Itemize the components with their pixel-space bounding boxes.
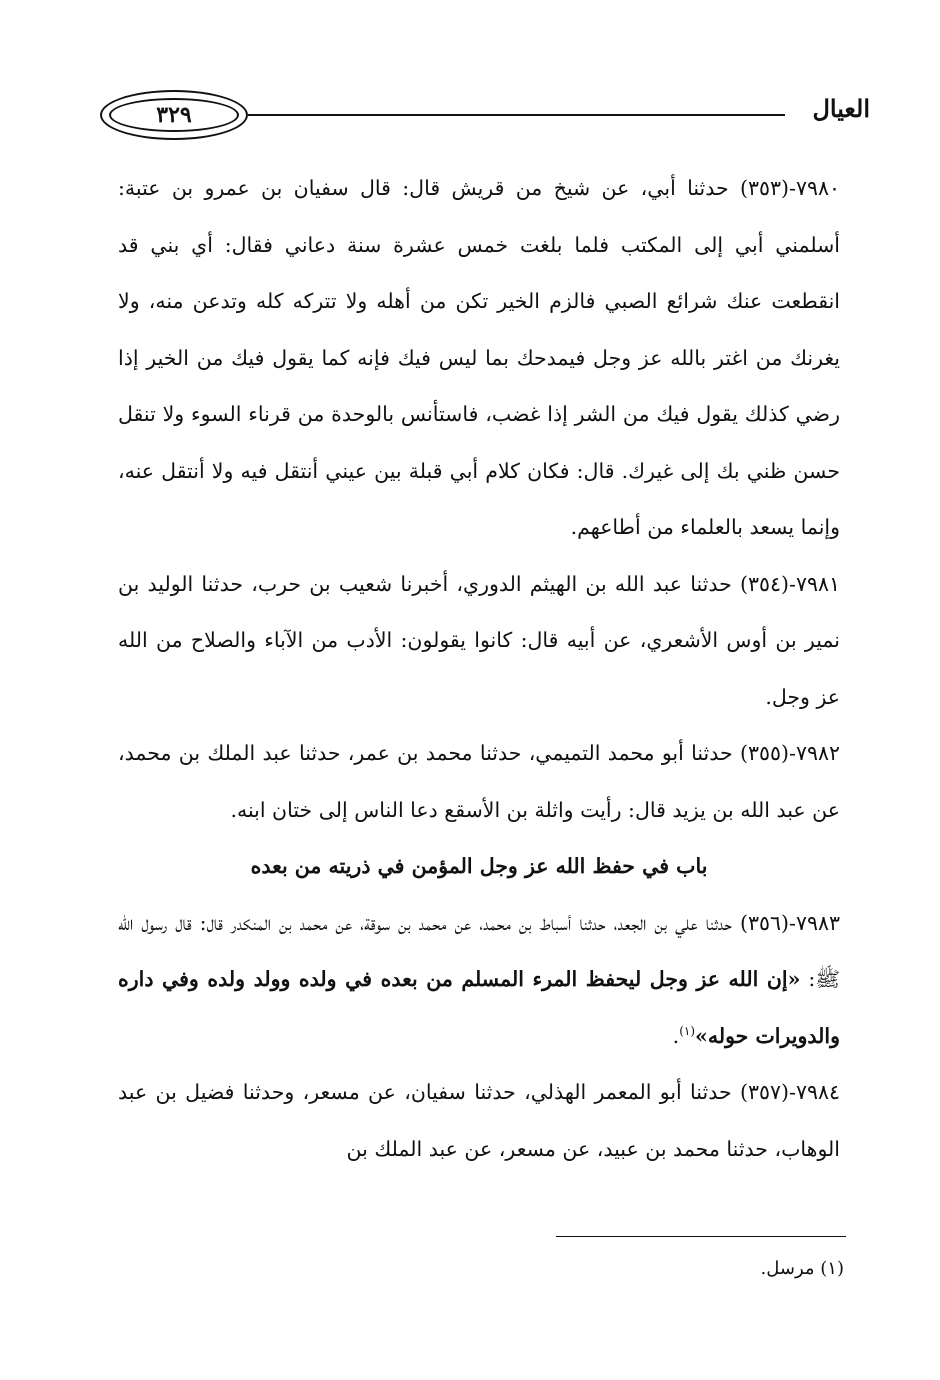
- footnote-1: (١) مرسل.: [760, 1258, 844, 1279]
- hadith-7983-quote: «إن الله عز وجل ليحفظ المرء المسلم من بعده في ولده وولد ولده وفي داره والدويرات حوله»: [118, 967, 840, 1048]
- footnote-ref[interactable]: (١): [679, 1023, 696, 1038]
- hadith-7981: ٧٩٨١-(٣٥٤) حدثنا عبد الله بن الهيثم الدوري، أخبرنا شعيب بن حرب، حدثنا الوليد بن نمير بن أوس الأشعري، عن أبيه قال: كانوا يقولون: الأدب من الآباء والصلاح من الله عز وجل.: [118, 571, 840, 709]
- hadith-7983: [118, 895, 840, 1065]
- hadith-7984: ٧٩٨٤-(٣٥٧) حدثنا أبو المعمر الهذلي، حدثنا سفيان، عن مسعر، وحدثنا فضيل بن عبد الوهاب، حدثنا محمد بن عبيد، عن مسعر، عن عبد الملك بن: [118, 1080, 840, 1161]
- hadith-7983-chain: ٧٩٨٣-(٣٥٦) حدثنا علي بن الجعد، حدثنا أسباط بن محمد، عن محمد بن سوقة، عن محمد بن المنكدر قال: قال رسول الله ﷺ:: [118, 910, 840, 991]
- hadith-7983-end: .: [672, 1023, 680, 1048]
- footnote-separator: [556, 1236, 846, 1237]
- header-rule: [248, 114, 785, 116]
- hadith-7980: ٧٩٨٠-(٣٥٣) حدثنا أبي، عن شيخ من قريش قال: قال سفيان بن عمرو بن عتبة: أسلمني أبي إلى المكتب فلما بلغت خمس عشرة سنة دعاني فقال: أي بني قد انقطعت عنك شرائع الصبي فالزم الخير تكن من أهله ولا تتركه كله وتدعن منه، ولا يغرنك من اغتر بالله عز وجل فيمدحك بما ليس فيك فإنه كما يقول فيك من الخير إذا رضي كذلك يقول فيك من الشر إذا غضب، فاستأنس بالوحدة من قرناء السوء ولا تنقل حسن ظني بك إلى غيرك. قال: فكان كلام أبي قبلة بين عيني أنتقل فيه ولا أنتقل عنه، وإنما يسعد بالعلماء من أطاعهم.: [118, 176, 840, 539]
- section-heading: باب في حفظ الله عز وجل المؤمن في ذريته من بعده: [250, 854, 708, 878]
- page-number-oval: [100, 90, 248, 140]
- body-text: [118, 160, 840, 1177]
- page-number: ٣٢٩: [109, 98, 239, 132]
- page-header: [100, 88, 870, 144]
- chapter-title: العيال: [812, 94, 870, 123]
- hadith-7982: ٧٩٨٢-(٣٥٥) حدثنا أبو محمد التميمي، حدثنا محمد بن عمر، حدثنا عبد الملك بن محمد، عن عبد الله بن يزيد قال: رأيت واثلة بن الأسقع دعا الناس إلى ختان ابنه.: [118, 741, 840, 822]
